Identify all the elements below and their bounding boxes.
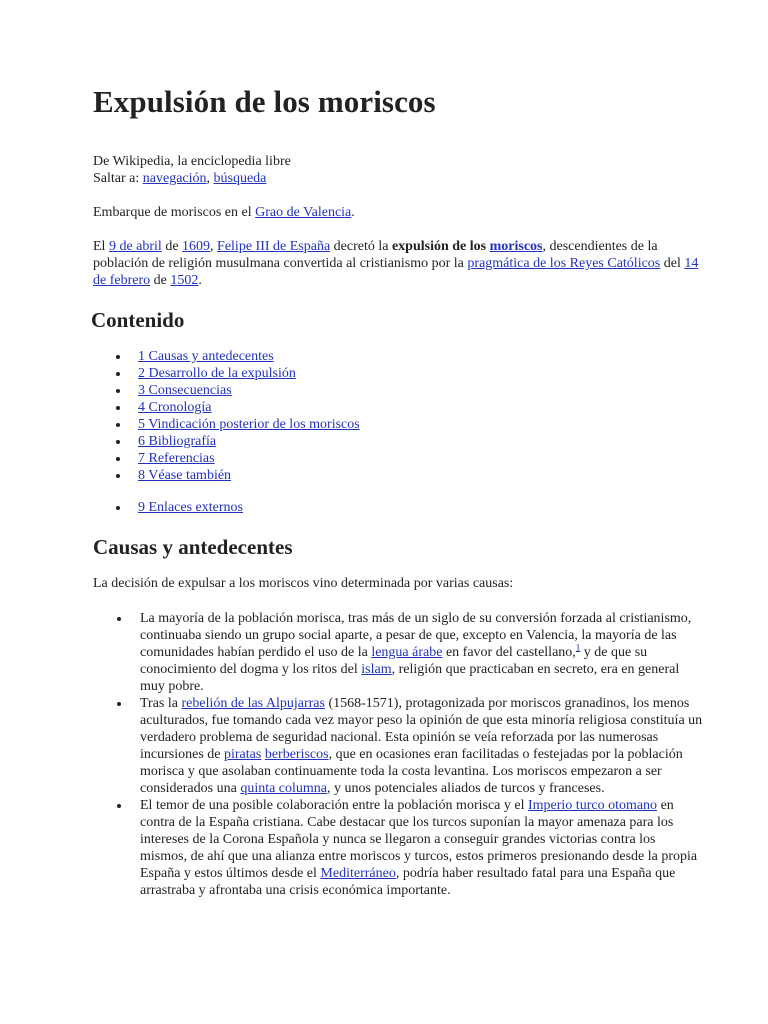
jump-search-link[interactable]: búsqueda xyxy=(213,171,267,186)
toc-item xyxy=(93,348,653,365)
intro-text: decretó la xyxy=(330,239,392,254)
toc-link-consecuencias[interactable]: 3 Consecuencias xyxy=(138,383,232,398)
bullet-text: Tras la xyxy=(140,696,182,711)
toc-item xyxy=(93,399,653,416)
jump-navigation-link[interactable]: navegación xyxy=(142,171,207,186)
intro-text: . xyxy=(198,273,202,288)
bullet-text: en contra de la España cristiana. Cabe destacar que los turcos suponían la mayor amenaza para los intereses de la Corona Española y nunca se llegaron a conseguir grandes victorias contra los mismos, de ahí que una alianza entre moriscos y turcos, estos primeros presionando desde la propia España y estos últimos desde el xyxy=(140,798,698,881)
toc-item xyxy=(93,499,653,516)
site-tagline xyxy=(93,153,291,187)
intro-bold-text: expulsión de los xyxy=(391,239,490,254)
alpujarras-link[interactable]: rebelión de las Alpujarras xyxy=(181,696,325,711)
reference-link-1[interactable]: 1 xyxy=(575,642,581,653)
intro-text: del xyxy=(660,256,685,271)
grao-de-valencia-link[interactable]: Grao de Valencia xyxy=(255,205,352,220)
bullet-text: (1568-1571), protagonizada por moriscos granadinos, los menos aculturados, fue tomando cada vez mayor peso la opinión de que esta minoría religiosa constituía un verdadero problema de seguridad nacional. Esta opinión se veía reforzada por las numerosas incursiones de xyxy=(140,696,703,762)
toc-heading: Contenido xyxy=(91,308,185,332)
toc-item xyxy=(93,382,653,399)
section-heading-causas: Causas y antedecentes xyxy=(93,535,293,559)
islam-link[interactable]: islam xyxy=(361,662,392,677)
pragmatica-link[interactable]: pragmática de los Reyes Católicos xyxy=(467,256,661,271)
list-item xyxy=(93,695,705,797)
toc-item xyxy=(93,416,653,433)
moriscos-link[interactable]: moriscos xyxy=(489,239,543,254)
bullet-text: La mayoría de la población morisca, tras más de un siglo de su conversión forzada al cristianismo, continuaba siendo un grupo social aparte, a pesar de que, excepto en Valencia, la mayoría de las comunidades habían perdido el uso de la xyxy=(140,611,692,660)
mediterraneo-link[interactable]: Mediterráneo xyxy=(320,866,396,881)
section-intro: La decisión de expulsar a los moriscos vino determinada por varias causas: xyxy=(93,576,514,591)
bullet-text: , podría haber resultado fatal para una España que arrastraba y afrontaba una crisis económica importante. xyxy=(140,866,676,898)
caption-prefix: Embarque de moriscos en el xyxy=(93,205,256,220)
toc-link-bibliografia[interactable]: 6 Bibliografía xyxy=(138,434,217,449)
year-link-1502[interactable]: 1502 xyxy=(170,273,199,288)
tagline-text: De Wikipedia, la enciclopedia libre xyxy=(93,154,291,169)
toc-link-referencias[interactable]: 7 Referencias xyxy=(138,451,215,466)
date-link-9-abril[interactable]: 9 de abril xyxy=(108,239,162,254)
bullet-text: , religión que practicaban en secreto, era en general muy pobre. xyxy=(140,662,680,694)
table-of-contents xyxy=(93,348,653,484)
berberiscos-link[interactable]: berberiscos xyxy=(264,747,329,762)
toc-item xyxy=(93,365,653,382)
intro-text: , descendientes de la población de religión musulmana convertida al cristianismo por la xyxy=(93,239,658,271)
list-item xyxy=(93,610,705,695)
caption-suffix: . xyxy=(351,205,355,220)
intro-text: , xyxy=(210,239,218,254)
imperio-otomano-link[interactable]: Imperio turco otomano xyxy=(527,798,658,813)
list-item xyxy=(93,797,705,899)
toc-link-vease-tambien[interactable]: 8 Véase también xyxy=(138,468,232,483)
year-link-1609[interactable]: 1609 xyxy=(182,239,211,254)
bullet-text: en favor del castellano, xyxy=(442,645,576,660)
intro-text: El xyxy=(93,239,109,254)
intro-text: de xyxy=(161,239,183,254)
quinta-columna-link[interactable]: quinta columna xyxy=(240,781,328,796)
felipe-iii-link[interactable]: Felipe III de España xyxy=(217,239,331,254)
toc-link-vindicacion[interactable]: 5 Vindicación posterior de los moriscos xyxy=(138,417,360,432)
bullet-text: , y unos potenciales aliados de turcos y franceses. xyxy=(327,781,605,796)
toc-item xyxy=(93,433,653,450)
lengua-arabe-link[interactable]: lengua árabe xyxy=(371,645,443,660)
piratas-link[interactable]: piratas xyxy=(223,747,262,762)
toc-item xyxy=(93,467,653,484)
causes-list xyxy=(93,610,705,899)
jump-separator: , xyxy=(206,171,214,186)
intro-text: de xyxy=(150,273,171,288)
date-link-14-febrero[interactable]: 14 de febrero xyxy=(93,256,699,288)
toc-link-desarrollo[interactable]: 2 Desarrollo de la expulsión xyxy=(138,366,296,381)
table-of-contents-extra xyxy=(93,499,653,516)
toc-item xyxy=(93,450,653,467)
page-title: Expulsión de los moriscos xyxy=(93,84,436,119)
bullet-text: , que en ocasiones eran facilitadas o festejadas por la población morisca y que asolaban continuamente toda la costa levantina. Los moriscos empezaron a ser considerados una xyxy=(140,747,683,796)
bullet-text: y de que su conocimiento del dogma y los ritos del xyxy=(140,645,648,677)
toc-link-enlaces-externos[interactable]: 9 Enlaces externos xyxy=(138,500,243,515)
intro-paragraph xyxy=(93,238,699,289)
image-caption xyxy=(93,204,355,221)
jump-prefix: Saltar a: xyxy=(93,171,143,186)
bullet-text: El temor de una posible colaboración entre la población morisca y el xyxy=(140,798,528,813)
toc-link-cronologia[interactable]: 4 Cronología xyxy=(138,400,212,415)
toc-link-causas[interactable]: 1 Causas y antedecentes xyxy=(138,349,274,364)
